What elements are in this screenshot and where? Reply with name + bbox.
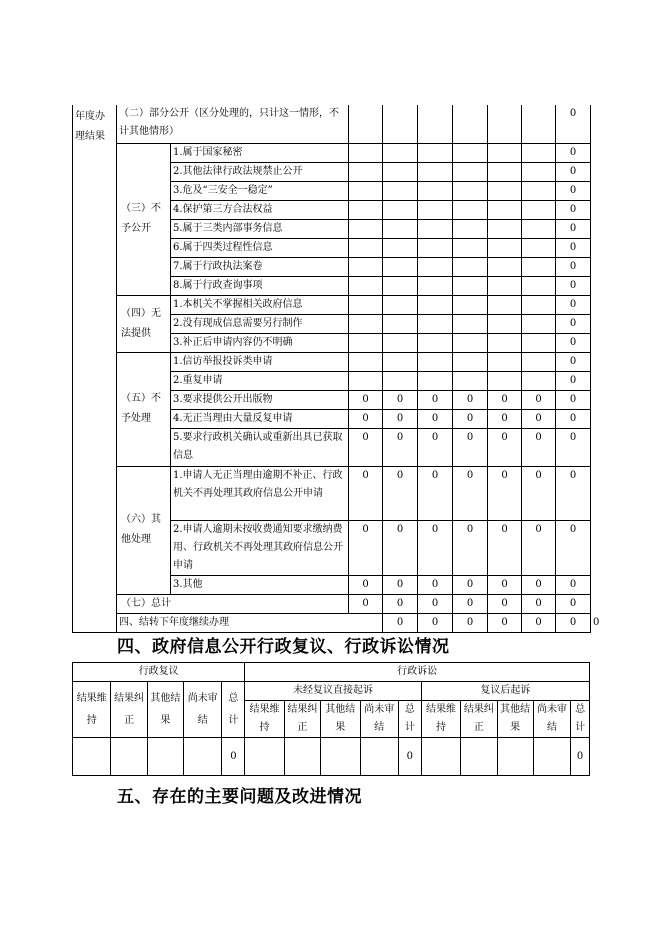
total-cell: 0 — [556, 162, 591, 181]
value-cell — [488, 105, 522, 143]
direct-value — [245, 738, 284, 776]
direct-value — [321, 738, 360, 776]
total-cell: 0 — [556, 575, 591, 594]
review-col-header: 结果维持 — [73, 682, 111, 738]
review-value — [147, 738, 183, 776]
value-cell — [418, 314, 453, 333]
row-label: 2.申请人逾期未按收费通知要求缴纳费用、行政机关不再处理其政府信息公开申请 — [171, 520, 349, 575]
group-label: （三）不予公开 — [117, 143, 171, 295]
value-cell — [383, 219, 418, 238]
value-cell: 0 — [488, 575, 522, 594]
value-cell — [418, 219, 453, 238]
row-label: 3.补正后申请内容仍不明确 — [171, 333, 349, 352]
value-cell: 0 — [522, 409, 556, 428]
value-cell — [453, 352, 488, 371]
value-cell — [522, 143, 556, 162]
table-row — [73, 295, 591, 314]
value-cell: 0 — [418, 466, 453, 520]
value-cell — [453, 162, 488, 181]
value-cell — [383, 371, 418, 390]
after-value — [461, 738, 497, 776]
value-cell — [453, 276, 488, 295]
value-cell — [383, 352, 418, 371]
after-value: 0 — [571, 738, 590, 776]
value-cell: 0 — [383, 428, 418, 466]
direct-value — [284, 738, 320, 776]
value-cell — [349, 371, 383, 390]
value-cell: 0 — [383, 390, 418, 409]
value-cell: 0 — [349, 575, 383, 594]
table-row — [73, 466, 591, 520]
review-col-header: 结果纠正 — [111, 682, 147, 738]
total-cell: 0 — [556, 295, 591, 314]
value-cell — [418, 352, 453, 371]
value-cell — [522, 371, 556, 390]
value-cell: 0 — [383, 575, 418, 594]
value-cell — [453, 371, 488, 390]
value-cell — [349, 162, 383, 181]
table-row — [73, 143, 591, 162]
value-cell — [418, 162, 453, 181]
total-cell: 0 — [556, 276, 591, 295]
total-cell: 0 — [556, 219, 591, 238]
review-col-header: 其他结果 — [147, 682, 183, 738]
value-cell: 0 — [418, 409, 453, 428]
value-cell: 0 — [488, 466, 522, 520]
value-cell — [453, 295, 488, 314]
group-label: （四）无法提供 — [117, 295, 171, 352]
value-cell — [349, 181, 383, 200]
row-label: 4.保护第三方合法权益 — [171, 200, 349, 219]
after-col-header: 尚未审结 — [533, 701, 570, 738]
total-cell: 0 — [556, 314, 591, 333]
review-col-header: 总计 — [222, 682, 245, 738]
review-value: 0 — [222, 738, 245, 776]
value-cell — [453, 219, 488, 238]
value-cell: 0 — [453, 594, 488, 613]
value-cell — [349, 257, 383, 276]
value-cell — [383, 181, 418, 200]
total-cell: 0 — [556, 428, 591, 466]
value-cell — [488, 295, 522, 314]
value-cell — [383, 295, 418, 314]
value-cell — [349, 352, 383, 371]
review-col-header: 尚未审结 — [184, 682, 222, 738]
table-row — [73, 352, 591, 371]
row-label: 6.属于四类过程性信息 — [171, 238, 349, 257]
value-cell — [349, 105, 383, 143]
value-cell: 0 — [453, 520, 488, 575]
value-cell: 0 — [453, 575, 488, 594]
value-cell: 0 — [418, 428, 453, 466]
value-cell — [488, 314, 522, 333]
section-4-title: 四、政府信息公开行政复议、行政诉讼情况 — [117, 637, 450, 657]
value-cell: 0 — [488, 390, 522, 409]
value-cell: 0 — [522, 613, 556, 632]
total-cell: 0 — [556, 238, 591, 257]
total-cell: 0 — [556, 594, 591, 613]
value-cell: 0 — [522, 594, 556, 613]
value-cell — [522, 314, 556, 333]
direct-col-header: 结果纠正 — [284, 701, 320, 738]
review-value — [73, 738, 111, 776]
value-cell: 0 — [349, 428, 383, 466]
value-cell: 0 — [488, 428, 522, 466]
row-label: 5.属于三类内部事务信息 — [171, 219, 349, 238]
value-cell — [418, 276, 453, 295]
value-cell — [488, 238, 522, 257]
value-cell — [522, 276, 556, 295]
value-cell: 0 — [383, 409, 418, 428]
value-cell — [349, 276, 383, 295]
value-cell: 0 — [556, 613, 591, 632]
value-cell: 0 — [349, 594, 383, 613]
value-cell — [383, 105, 418, 143]
after-col-header: 总计 — [571, 701, 590, 738]
after-col-header: 结果维持 — [421, 701, 460, 738]
review-value — [184, 738, 222, 776]
total-cell: 0 — [556, 390, 591, 409]
row-label: 2.重复申请 — [171, 371, 349, 390]
value-cell — [488, 257, 522, 276]
value-cell — [522, 105, 556, 143]
row-label: 3.要求提供公开出版物 — [171, 390, 349, 409]
value-cell — [522, 257, 556, 276]
value-cell: 0 — [522, 390, 556, 409]
admin-litigation-header: 行政诉讼 — [245, 663, 590, 682]
value-cell: 0 — [522, 428, 556, 466]
total-cell: 0 — [556, 371, 591, 390]
value-cell — [383, 200, 418, 219]
value-cell — [383, 162, 418, 181]
direct-value: 0 — [398, 738, 421, 776]
value-cell: 0 — [522, 520, 556, 575]
row-label: 2.没有现成信息需要另行制作 — [171, 314, 349, 333]
total-cell: 0 — [556, 520, 591, 575]
value-cell: 0 — [522, 466, 556, 520]
value-cell: 0 — [418, 520, 453, 575]
value-cell — [453, 181, 488, 200]
value-cell: 0 — [453, 428, 488, 466]
value-cell — [488, 143, 522, 162]
partial-open-label: （二）部分公开（区分处理的，只计这一情形，不计其他情形） — [117, 105, 349, 143]
value-cell: 0 — [383, 613, 418, 632]
decision-results-table: 年度办理结果 （二）部分公开（区分处理的，只计这一情形，不计其他情形） 0 （三）不予公开 1.属于国家秘密 0 2.其他法律行政法规禁止公开 0 3.危及“三安全一稳定” 0 4.保护第三方合法权益 0 5.属于三类内部事务信息 0 6.属于四类过程性信息 0 7.属于行政执法案卷 0 8.属于行政查询事项 0 （四）无法提供 1.本机关不掌握相关政府信息 0 2.没有现成信息需要另行制作 0 3.补正后申请内容仍不明确 0 （五）不予处理 1.信访举报投诉类申请 0 2.重复申请 0 3.要求提供公开出版物 0 0 0 0 0 0 0 4.无正当理由大量反复申请 0 0 0 0 0 0 0 5.要求行政机关确认或重新出具已获取信息 0 0 0 0 0 0 0 （六）其他处理 1.申请人无正当理由逾期不补正、行政机关不再处理其政府信息公开申请 0 0 0 0 0 0 0 2.申请人逾期未按收费通知要求缴纳费用、行政机关不再处理其政府信息公开申请 0 0 0 0 0 0 0 3.其他 0 0 0 0 0 0 0 （七）总计 0 0 0 0 0 0 0 四、结转下年度继续办理 0 0 0 0 0 0 0 — [72, 105, 591, 633]
row-label: 1.本机关不掌握相关政府信息 — [171, 295, 349, 314]
row-label: 1.属于国家秘密 — [171, 143, 349, 162]
value-cell — [349, 143, 383, 162]
value-cell: 0 — [418, 613, 453, 632]
total-cell: 0 — [556, 409, 591, 428]
row-label: 7.属于行政执法案卷 — [171, 257, 349, 276]
value-cell: 0 — [453, 613, 488, 632]
value-cell — [418, 257, 453, 276]
value-cell — [418, 238, 453, 257]
value-cell — [383, 314, 418, 333]
group-label: （六）其他处理 — [117, 466, 171, 594]
value-cell — [383, 257, 418, 276]
total-cell: 0 — [556, 143, 591, 162]
value-cell — [453, 238, 488, 257]
value-cell: 0 — [488, 613, 522, 632]
value-cell: 0 — [488, 409, 522, 428]
value-cell: 0 — [453, 409, 488, 428]
row-label: 1.信访举报投诉类申请 — [171, 352, 349, 371]
value-cell — [453, 105, 488, 143]
value-cell: 0 — [349, 390, 383, 409]
value-cell: 0 — [453, 466, 488, 520]
value-cell — [522, 219, 556, 238]
value-cell: 0 — [383, 520, 418, 575]
value-cell — [522, 238, 556, 257]
value-cell — [488, 333, 522, 352]
value-cell — [522, 333, 556, 352]
total-cell: 0 — [556, 200, 591, 219]
year-result-label: 年度办理结果 — [73, 105, 117, 632]
value-cell — [488, 162, 522, 181]
value-cell — [349, 219, 383, 238]
after-col-header: 其他结果 — [497, 701, 533, 738]
value-cell — [488, 200, 522, 219]
value-cell — [522, 200, 556, 219]
total-cell: 0 — [556, 257, 591, 276]
value-cell — [453, 257, 488, 276]
value-cell — [453, 314, 488, 333]
value-cell: 0 — [349, 466, 383, 520]
value-cell — [488, 219, 522, 238]
row-label: 8.属于行政查询事项 — [171, 276, 349, 295]
value-cell — [349, 333, 383, 352]
value-cell — [349, 200, 383, 219]
value-cell — [418, 333, 453, 352]
direct-col-header: 其他结果 — [321, 701, 360, 738]
value-cell: 0 — [383, 594, 418, 613]
value-cell — [383, 333, 418, 352]
value-cell — [488, 352, 522, 371]
value-cell: 0 — [349, 520, 383, 575]
after-value — [421, 738, 460, 776]
section-5-title: 五、存在的主要问题及改进情况 — [117, 787, 362, 807]
total-cell: 0 — [556, 333, 591, 352]
value-cell — [522, 352, 556, 371]
value-cell — [453, 143, 488, 162]
value-cell — [418, 143, 453, 162]
row-label: 3.其他 — [171, 575, 349, 594]
value-cell — [418, 181, 453, 200]
value-cell — [418, 200, 453, 219]
direct-col-header: 结果维持 — [245, 701, 284, 738]
total-cell: 0 — [556, 466, 591, 520]
value-cell: 0 — [418, 575, 453, 594]
value-cell — [418, 295, 453, 314]
admin-review-header: 行政复议 — [73, 663, 245, 682]
value-cell: 0 — [488, 520, 522, 575]
value-cell: 0 — [453, 390, 488, 409]
value-cell: 0 — [488, 594, 522, 613]
direct-col-header: 尚未审结 — [360, 701, 398, 738]
value-cell — [522, 162, 556, 181]
row-label: 5.要求行政机关确认或重新出具已获取信息 — [171, 428, 349, 466]
review-value — [111, 738, 147, 776]
review-litigation-table — [72, 662, 590, 776]
value-cell — [453, 333, 488, 352]
value-cell — [488, 276, 522, 295]
value-cell — [349, 314, 383, 333]
value-cell — [349, 295, 383, 314]
value-cell — [418, 371, 453, 390]
value-cell — [349, 238, 383, 257]
value-cell — [522, 181, 556, 200]
value-cell — [488, 181, 522, 200]
value-cell: 0 — [349, 409, 383, 428]
after-review-header: 复议后起诉 — [421, 682, 589, 701]
value-cell — [522, 295, 556, 314]
carry-over-label: 四、结转下年度继续办理 — [117, 613, 383, 632]
group-label: （五）不予处理 — [117, 352, 171, 466]
after-value — [497, 738, 533, 776]
value-cell — [383, 276, 418, 295]
total-cell: 0 — [556, 181, 591, 200]
after-col-header: 结果纠正 — [461, 701, 497, 738]
grand-total-label: （七）总计 — [117, 594, 349, 613]
value-cell: 0 — [418, 390, 453, 409]
value-cell: 0 — [383, 466, 418, 520]
after-value — [533, 738, 570, 776]
row-label: 3.危及“三安全一稳定” — [171, 181, 349, 200]
value-cell — [453, 200, 488, 219]
value-cell — [383, 143, 418, 162]
row-label: 4.无正当理由大量反复申请 — [171, 409, 349, 428]
row-label: 2.其他法律行政法规禁止公开 — [171, 162, 349, 181]
no-review-header: 未经复议直接起诉 — [245, 682, 421, 701]
total-cell: 0 — [556, 352, 591, 371]
value-cell: 0 — [418, 594, 453, 613]
total-cell: 0 — [556, 105, 591, 143]
direct-value — [360, 738, 398, 776]
value-cell — [418, 105, 453, 143]
row-label: 1.申请人无正当理由逾期不补正、行政机关不再处理其政府信息公开申请 — [171, 466, 349, 520]
direct-col-header: 总计 — [398, 701, 421, 738]
value-cell — [383, 238, 418, 257]
value-cell: 0 — [522, 575, 556, 594]
value-cell — [488, 371, 522, 390]
